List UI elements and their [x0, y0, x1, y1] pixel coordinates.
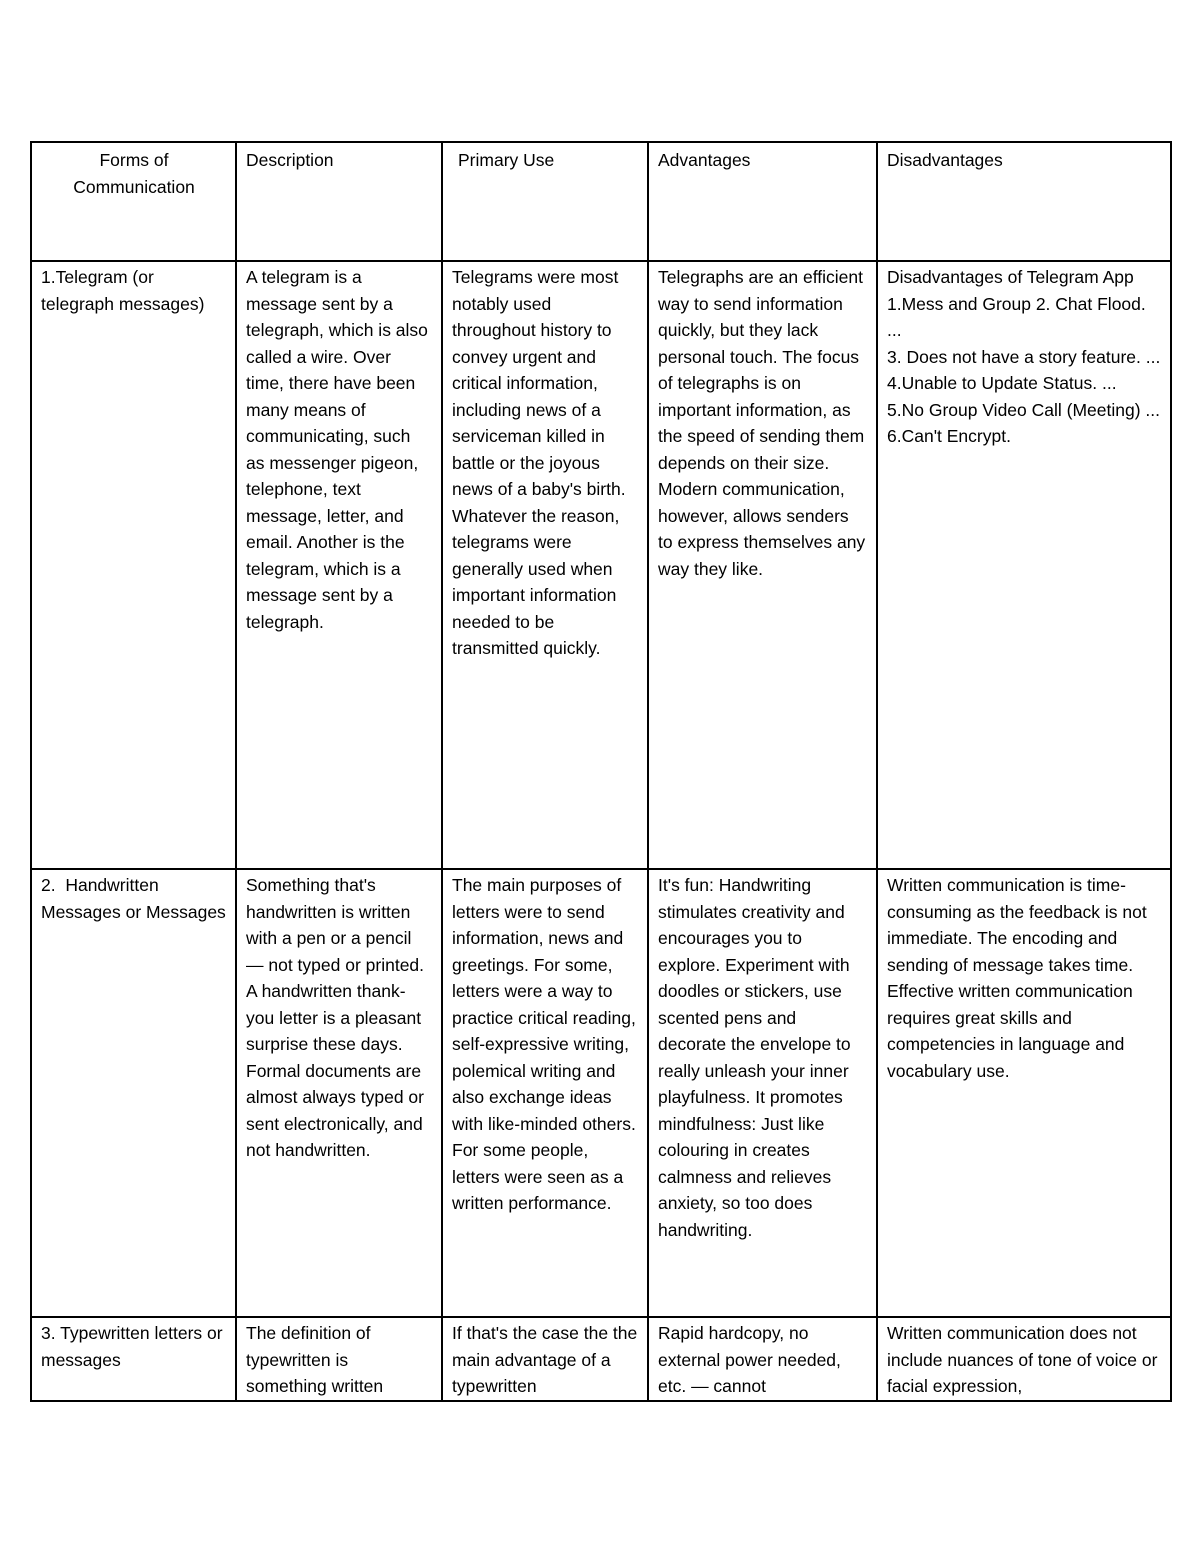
cell-primary-use: If that's the case the the main advantage of a typewritten	[442, 1317, 648, 1401]
cell-description: Something that's handwritten is written with a pen or a pencil — not typed or printed. A handwritten thank-you letter is a pleasant surprise these days. Formal documents are almost always typed or sent electronically, and not handwritten.	[236, 869, 442, 1317]
cell-form: 1.Telegram (or telegraph messages)	[31, 261, 236, 869]
header-description: Description	[236, 142, 442, 261]
cell-advantages: It's fun: Handwriting stimulates creativity and encourages you to explore. Experiment with doodles or stickers, use scented pens and decorate the envelope to really unleash your inner playfulness. It promotes mindfulness: Just like colouring in creates calmness and relieves anxiety, so too does handwriting.	[648, 869, 877, 1317]
cell-primary-use: The main purposes of letters were to send information, news and greetings. For some, letters were a way to practice critical reading, self-expressive writing, polemical writing and also exchange ideas with like-minded others. For some people, letters were seen as a written performance.	[442, 869, 648, 1317]
cell-disadvantages: Written communication does not include nuances of tone of voice or facial expression,	[877, 1317, 1171, 1401]
header-forms-of-communication: Forms of Communication	[31, 142, 236, 261]
cell-disadvantages: Written communication is time-consuming as the feedback is not immediate. The encoding and sending of message takes time. Effective written communication requires great skills and competencies in language and vocabulary use.	[877, 869, 1171, 1317]
cell-description: A telegram is a message sent by a telegraph, which is also called a wire. Over time, there have been many means of communicating, such as messenger pigeon, telephone, text message, letter, and email. Another is the telegram, which is a message sent by a telegraph.	[236, 261, 442, 869]
cell-form: 2. Handwritten Messages or Messages	[31, 869, 236, 1317]
table-header-row	[31, 142, 1171, 261]
cell-primary-use: Telegrams were most notably used throughout history to convey urgent and critical information, including news of a serviceman killed in battle or the joyous news of a baby's birth. Whatever the reason, telegrams were generally used when important information needed to be transmitted quickly.	[442, 261, 648, 869]
cell-advantages: Telegraphs are an efficient way to send information quickly, but they lack personal touch. The focus of telegraphs is on important information, as the speed of sending them depends on their size. Modern communication, however, allows senders to express themselves any way they like.	[648, 261, 877, 869]
header-disadvantages: Disadvantages	[877, 142, 1171, 261]
table-row	[31, 261, 1171, 869]
table-row	[31, 1317, 1171, 1401]
cell-form: 3. Typewritten letters or messages	[31, 1317, 236, 1401]
cell-disadvantages: Disadvantages of Telegram App 1.Mess and Group 2. Chat Flood. ... 3. Does not have a story feature. ... 4.Unable to Update Status. ... 5.No Group Video Call (Meeting) ... 6.Can't Encrypt.	[877, 261, 1171, 869]
cell-description: The definition of typewritten is something written	[236, 1317, 442, 1401]
header-primary-use: Primary Use	[442, 142, 648, 261]
communication-forms-table	[30, 141, 1172, 1402]
table-row	[31, 869, 1171, 1317]
cell-advantages: Rapid hardcopy, no external power needed, etc. — cannot	[648, 1317, 877, 1401]
header-advantages: Advantages	[648, 142, 877, 261]
